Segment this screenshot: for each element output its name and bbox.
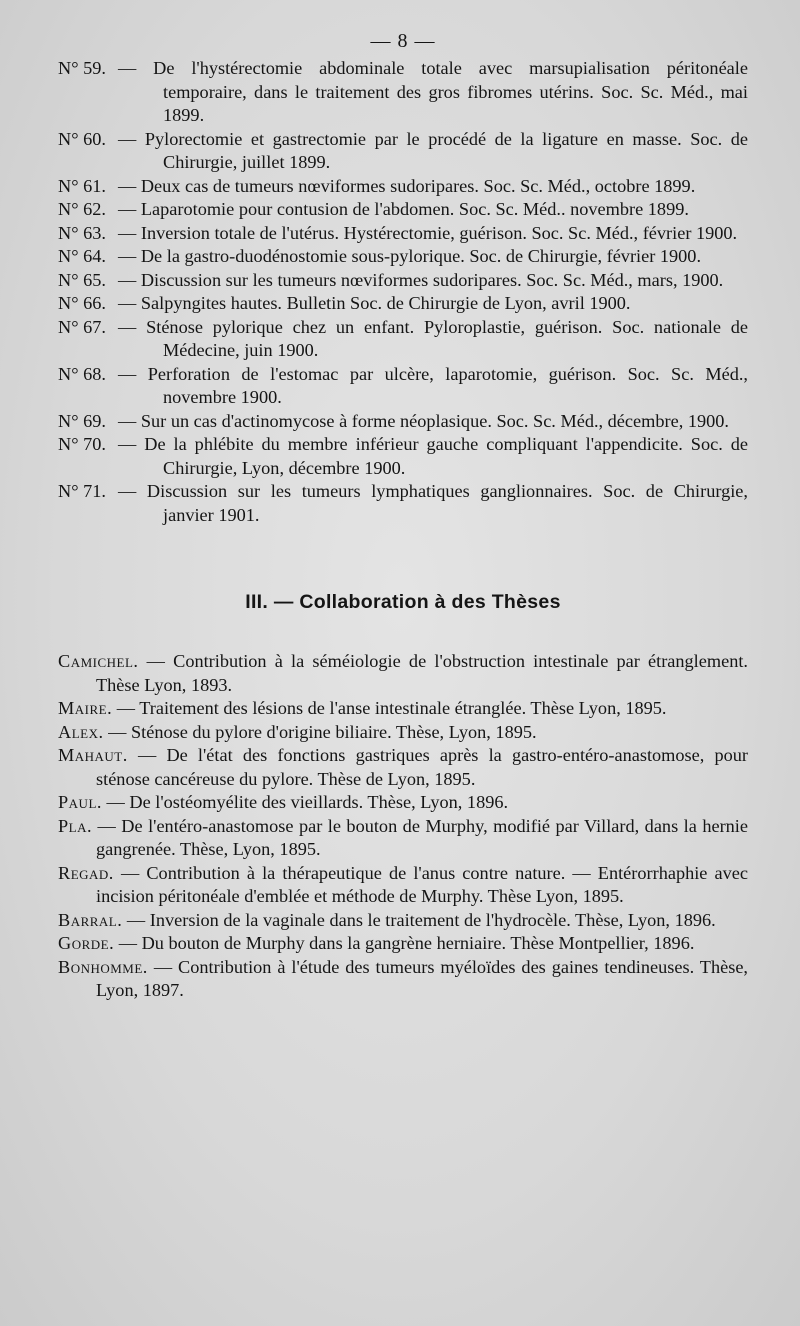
list-item [58, 175, 748, 199]
publication-list [58, 57, 748, 527]
entry-text: — Perforation de l'estomac par ulcère, laparotomie, guérison. Soc. Sc. Méd., novembre 1900. [118, 363, 748, 407]
thesis-text: — Traitement des lésions de l'anse intestinale étranglée. Thèse Lyon, 1895. [116, 698, 667, 718]
thesis-author: Bonhomme. [58, 956, 148, 977]
thesis-author: Barral. [58, 909, 123, 930]
entry-number: N° 63. [58, 222, 106, 243]
thesis-author: Pla. [58, 815, 93, 836]
entry-text: — Laparotomie pour contusion de l'abdomen. Soc. Sc. Méd.. novembre 1899. [118, 199, 689, 219]
list-item [58, 198, 748, 222]
list-item [58, 57, 748, 128]
list-item [58, 697, 748, 721]
entry-number: N° 67. [58, 316, 106, 337]
entry-text: — Sténose pylorique chez un enfant. Pyloroplastie, guérison. Soc. nationale de Médecine, juin 1900. [118, 316, 748, 360]
entry-number: N° 61. [58, 175, 106, 196]
list-item [58, 316, 748, 363]
list-item [58, 932, 748, 956]
entry-number: N° 64. [58, 246, 106, 266]
list-item [58, 222, 748, 246]
thesis-text: — De l'entéro-anastomose par le bouton de Murphy, modifié par Villard, dans la hernie gangrenée. Thèse, Lyon, 1895. [96, 815, 748, 859]
thesis-author: Camichel. [58, 651, 139, 671]
list-item [58, 815, 748, 862]
entry-text: — Inversion totale de l'utérus. Hystérectomie, guérison. Soc. Sc. Méd., février 1900. [118, 222, 738, 243]
list-item [58, 128, 748, 175]
thesis-text: — Contribution à la thérapeutique de l'anus contre nature. — Entérorrhaphie avec incision péritonéale d'emblée et méthode de Murphy. Thèse Lyon, 1895. [96, 862, 749, 906]
list-item [58, 410, 748, 434]
entry-number: N° 62. [58, 199, 106, 219]
entry-text: — Sur un cas d'actinomycose à forme néoplasique. Soc. Sc. Méd., décembre, 1900. [118, 410, 729, 431]
entry-text: — De l'hystérectomie abdominale totale avec marsupialisation péritonéale temporaire, dans le traitement des gros fibromes utérins. Soc. Sc. Méd., mai 1899. [118, 58, 748, 125]
entry-number: N° 68. [58, 363, 106, 384]
list-item [58, 744, 748, 791]
section-title: III. — Collaboration à des Thèses [245, 591, 561, 613]
thesis-author: Alex. [58, 721, 104, 742]
list-item [58, 245, 748, 269]
list-item [58, 269, 748, 293]
thesis-text: — Du bouton de Murphy dans la gangrène herniaire. Thèse Montpellier, 1896. [118, 933, 695, 953]
entry-number: N° 70. [58, 434, 106, 454]
entry-number: N° 65. [58, 269, 106, 290]
entry-number: N° 59. [58, 58, 106, 78]
entry-text: — Salpyngites hautes. Bulletin Soc. de Chirurgie de Lyon, avril 1900. [118, 293, 631, 313]
entry-text: — De la gastro-duodénostomie sous-pylorique. Soc. de Chirurgie, février 1900. [118, 246, 702, 266]
thesis-text: — De l'état des fonctions gastriques après la gastro-entéro-anastomose, pour sténose cancéreuse du pylore. Thèse de Lyon, 1895. [96, 745, 749, 789]
thesis-text: — Contribution à l'étude des tumeurs myéloïdes des gaines tendineuses. Thèse, Lyon, 1897. [96, 956, 748, 1000]
list-item [58, 292, 748, 316]
list-item [58, 791, 748, 815]
entry-text: — Discussion sur les tumeurs nœviformes sudoripares. Soc. Sc. Méd., mars, 1900. [118, 269, 724, 290]
list-item [58, 363, 748, 410]
list-item [58, 480, 748, 527]
thesis-text: — Inversion de la vaginale dans le traitement de l'hydrocèle. Thèse, Lyon, 1896. [126, 909, 716, 930]
list-item [58, 909, 748, 933]
entry-text: — Pylorectomie et gastrectomie par le procédé de la ligature en masse. Soc. de Chirurgie, juillet 1899. [118, 128, 748, 172]
thesis-text: — Contribution à la séméiologie de l'obstruction intestinale par étranglement. Thèse Lyon, 1893. [96, 651, 748, 695]
thesis-author: Paul. [58, 792, 102, 812]
list-item [58, 862, 748, 909]
thesis-text: — De l'ostéomyélite des vieillards. Thèse, Lyon, 1896. [106, 792, 509, 812]
thesis-author: Regad. [58, 862, 114, 883]
entry-text: — Discussion sur les tumeurs lymphatiques ganglionnaires. Soc. de Chirurgie, janvier 1901. [118, 481, 748, 525]
theses-list [58, 650, 748, 1003]
list-item [58, 650, 748, 697]
entry-number: N° 69. [58, 410, 106, 431]
list-item [58, 956, 748, 1003]
entry-text: — Deux cas de tumeurs nœviformes sudoripares. Soc. Sc. Méd., octobre 1899. [118, 175, 696, 196]
page-number: — 8 — [370, 30, 436, 52]
entry-number: N° 71. [58, 481, 106, 501]
thesis-author: Gorde. [58, 933, 115, 953]
entry-number: N° 60. [58, 128, 106, 149]
entry-text: — De la phlébite du membre inférieur gauche compliquant l'appendicite. Soc. de Chirurgie, Lyon, décembre 1900. [118, 434, 748, 478]
thesis-text: — Sténose du pylore d'origine biliaire. Thèse, Lyon, 1895. [108, 721, 537, 742]
list-item [58, 721, 748, 745]
thesis-author: Maire. [58, 698, 113, 718]
list-item [58, 433, 748, 480]
thesis-author: Mahaut. [58, 745, 128, 765]
entry-number: N° 66. [58, 293, 106, 313]
